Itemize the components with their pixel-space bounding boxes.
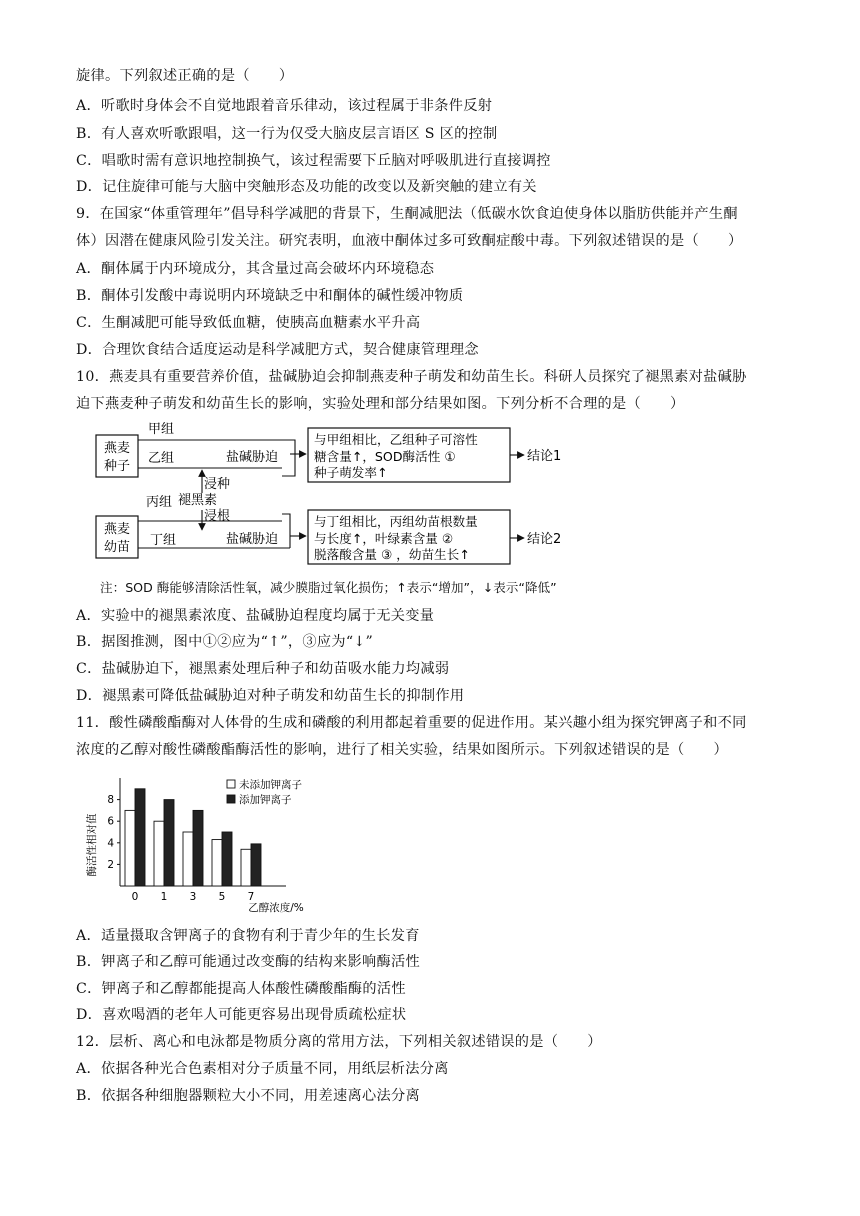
result-top-line-1: 与甲组相比，乙组种子可溶性 bbox=[314, 432, 478, 447]
q8-option-d: D．记住旋律可能与大脑中突触形态及功能的改变以及新突触的建立有关 bbox=[76, 179, 537, 195]
q9-option-c: C．生酮减肥可能导致低血糖，使胰高血糖素水平升高 bbox=[76, 315, 421, 331]
y-tick-label: 8 bbox=[107, 794, 114, 807]
x-tick-label: 7 bbox=[247, 891, 255, 903]
bar-with-potassium-0 bbox=[135, 789, 145, 886]
q10-note: 注：SOD 酶能够清除活性氧，减少膜脂过氧化损伤；↑表示“增加”，↓表示“降低” bbox=[100, 580, 557, 595]
q12-stem: 12．层析、离心和电泳都是物质分离的常用方法，下列相关叙述错误的是（ ） bbox=[76, 1034, 602, 1050]
bar-with-potassium-7 bbox=[251, 844, 261, 886]
q9-stem-line-1: 9．在国家“体重管理年”倡导科学减肥的背景下，生酮减肥法（低碳水饮食迫使身体以脂肪供能并产生酮 bbox=[76, 206, 738, 222]
legend-label-k: 添加钾离子 bbox=[239, 794, 292, 806]
q9-option-a: A．酮体属于内环境成分，其含量过高会破坏内环境稳态 bbox=[76, 261, 435, 277]
q9-option-b: B．酮体引发酸中毒说明内环境缺乏中和酮体的碱性缓冲物质 bbox=[76, 288, 464, 304]
q10-option-b: B．据图推测，图中①②应为“↑”，③应为“↓” bbox=[76, 634, 374, 650]
legend-swatch-k bbox=[227, 795, 235, 803]
bar-no-potassium-7 bbox=[241, 849, 251, 886]
bar-no-potassium-3 bbox=[183, 832, 193, 886]
q12-option-a: A．依据各种光合色素相对分子质量不同，用纸层析法分离 bbox=[76, 1061, 449, 1077]
result-top-line-3: 种子萌发率↑ bbox=[314, 465, 388, 480]
result-top-line-2: 糖含量↑，SOD酶活性 ① bbox=[314, 449, 456, 464]
q10-stem-line-1: 10．燕麦具有重要营养价值，盐碱胁迫会抑制燕麦种子萌发和幼苗生长。科研人员探究了褪黑素对盐碱胁 bbox=[76, 369, 747, 385]
chart-xlabel: 乙醇浓度/% bbox=[248, 902, 304, 914]
q8-stem-end: 旋律。下列叙述正确的是（ ） bbox=[76, 68, 294, 84]
legend-swatch-no-k bbox=[227, 780, 235, 788]
q8-option-a: A．听歌时身体会不自觉地跟着音乐律动，该过程属于非条件反射 bbox=[76, 98, 493, 114]
x-tick-label: 3 bbox=[189, 891, 197, 903]
x-tick-label: 1 bbox=[160, 891, 168, 903]
group-yi: 乙组 bbox=[148, 451, 175, 466]
chart-legend bbox=[227, 778, 302, 806]
q8-option-b: B．有人喜欢听歌跟唱，这一行为仅受大脑皮层言语区 S 区的控制 bbox=[76, 126, 498, 142]
seed-box-line-1: 燕麦 bbox=[103, 441, 131, 456]
soak-root-label: 浸根 bbox=[204, 509, 231, 524]
q10-option-c: C．盐碱胁迫下，褪黑素处理后种子和幼苗吸水能力均减弱 bbox=[76, 661, 450, 677]
q8-option-c: C．唱歌时需有意识地控制换气，该过程需要下丘脑对呼吸肌进行直接调控 bbox=[76, 153, 551, 169]
conclusion-2: 结论2 bbox=[527, 532, 562, 547]
group-jia: 甲组 bbox=[148, 422, 175, 437]
bar-with-potassium-5 bbox=[222, 832, 232, 886]
q10-option-d: D．褪黑素可降低盐碱胁迫对种子萌发和幼苗生长的抑制作用 bbox=[76, 688, 465, 704]
bar-no-potassium-0 bbox=[125, 810, 135, 886]
chart-ylabel: 酶活性相对值 bbox=[86, 813, 98, 877]
q11-stem-line-1: 11．酸性磷酸酯酶对人体骨的生成和磷酸的利用都起着重要的促进作用。某兴趣小组为探究钾离子和不同 bbox=[76, 715, 747, 731]
q10-option-a: A．实验中的褪黑素浓度、盐碱胁迫程度均属于无关变量 bbox=[76, 608, 435, 624]
q11-option-c: C．钾离子和乙醇都能提高人体酸性磷酸酯酶的活性 bbox=[76, 981, 406, 997]
group-bing: 丙组 bbox=[146, 495, 173, 510]
bar-with-potassium-3 bbox=[193, 810, 203, 886]
q11-stem-line-2: 浓度的乙醇对酸性磷酸酯酶活性的影响，进行了相关实验，结果如图所示。下列叙述错误的是（ ） bbox=[76, 742, 728, 758]
q10-experiment-diagram bbox=[90, 418, 580, 576]
q11-option-a: A．适量摄取含钾离子的食物有利于青少年的生长发育 bbox=[76, 928, 420, 944]
result-bottom-line-2: 与长度↑，叶绿素含量 ② bbox=[314, 531, 454, 546]
y-tick-label: 6 bbox=[107, 815, 114, 828]
seedling-box-line-2: 幼苗 bbox=[103, 540, 131, 555]
x-tick-label: 5 bbox=[218, 891, 226, 903]
q11-option-b: B．钾离子和乙醇可能通过改变酶的结构来影响酶活性 bbox=[76, 954, 420, 970]
result-bottom-line-1: 与丁组相比，丙组幼苗根数量 bbox=[314, 514, 478, 529]
conclusion-1: 结论1 bbox=[527, 449, 562, 464]
q11-bar-chart bbox=[80, 768, 320, 918]
melatonin-label: 褪黑素 bbox=[178, 493, 218, 508]
bar-with-potassium-1 bbox=[164, 800, 174, 886]
group-ding: 丁组 bbox=[150, 533, 177, 548]
q9-option-d: D．合理饮食结合适度运动是科学减肥方式，契合健康管理理念 bbox=[76, 342, 479, 358]
result-bottom-line-3: 脱落酸含量 ③ ，幼苗生长↑ bbox=[314, 547, 470, 562]
stress-bottom: 盐碱胁迫 bbox=[226, 532, 279, 547]
q12-option-b: B．依据各种细胞器颗粒大小不同，用差速离心法分离 bbox=[76, 1088, 420, 1104]
bar-no-potassium-1 bbox=[154, 821, 164, 886]
stress-top: 盐碱胁迫 bbox=[226, 450, 279, 465]
q11-option-d: D．喜欢喝酒的老年人可能更容易出现骨质疏松症状 bbox=[76, 1007, 407, 1023]
y-tick-label: 2 bbox=[107, 858, 114, 871]
y-tick-label: 4 bbox=[107, 837, 114, 850]
legend-label-no-k: 未添加钾离子 bbox=[239, 779, 302, 791]
q10-stem-line-2: 迫下燕麦种子萌发和幼苗生长的影响，实验处理和部分结果如图。下列分析不合理的是（ ） bbox=[76, 396, 685, 412]
bar-no-potassium-5 bbox=[212, 840, 222, 886]
q9-stem-line-2: 体）因潜在健康风险引发关注。研究表明，血液中酮体过多可致酮症酸中毒。下列叙述错误的是（ ） bbox=[76, 233, 743, 249]
seed-box-line-2: 种子 bbox=[103, 459, 131, 474]
x-tick-label: 0 bbox=[131, 891, 139, 903]
seedling-box-line-1: 燕麦 bbox=[103, 522, 131, 537]
soak-seed-label: 浸种 bbox=[204, 477, 231, 492]
